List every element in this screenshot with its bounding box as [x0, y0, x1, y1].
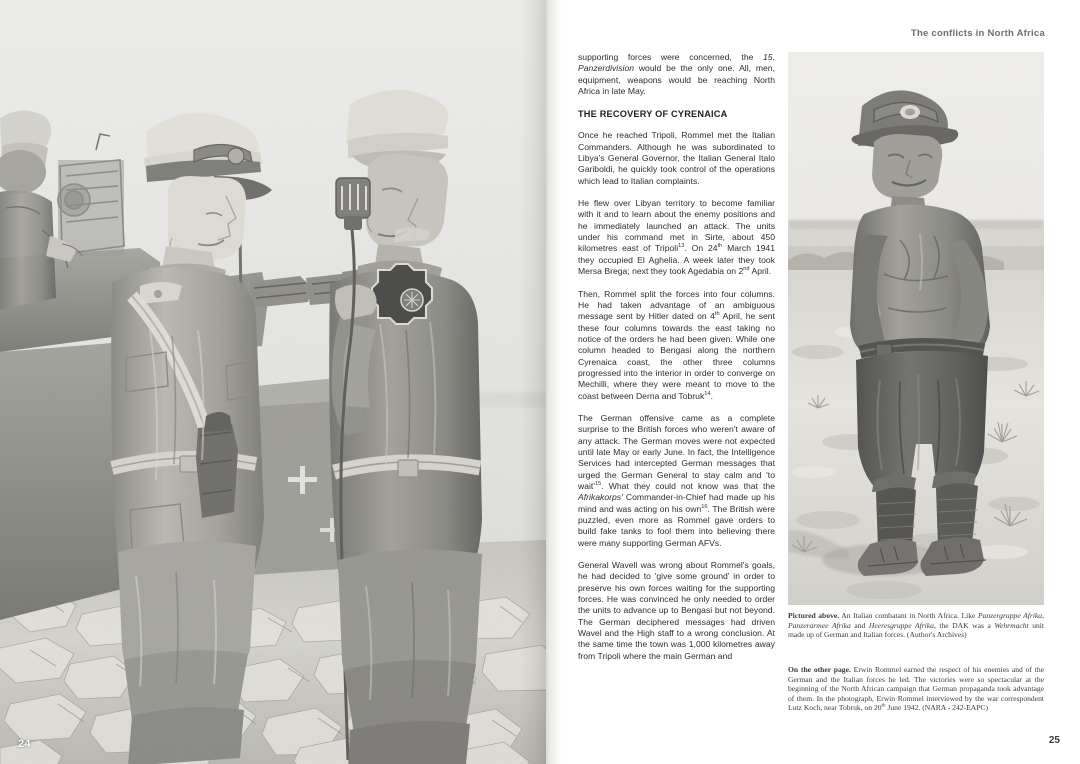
paragraph-tripoli: Once he reached Tripoli, Rommel met the Italian Commanders. Although he was subordinated to Libya's General Governor, the Italian General Italo Gariboldi, he quickly took control of the operations which lead to Italian complaints.: [578, 130, 775, 186]
paragraph-four-columns: Then, Rommel split the forces into four columns. He had taken advantage of an ambiguous message sent by Hitler dated on 4th April, he sent these four columns towards the east taking no notice of the orders he had been given. While one column headed to Bengasi along the northern Cyrenaica coast, the other three columns progressed into the interior in order to converge on Mechilli, where they were meant to move to the coast between Derna and Tobruk$^{14}$.: [578, 288, 775, 401]
caption-pictured-above: Pictured above. An Italian combatant in North Africa. Like Panzergruppe Afrika, Panzerarmee Afrika and Heeresgruppe Afrika, the DAK was a Wehrmacht unit made up of German and Italian forces. (Author's Archives): [788, 611, 1045, 639]
left-page-number: 24: [18, 738, 31, 750]
paragraph-german-offensive: The German offensive came as a complete surprise to the British forces who weren't aware of any attack. The German moves were not expected until late May or early June. In fact, the Intelligence Services had intercepted German messages that urged the German General to stay calm and 'to $wait'^{15}$. What they could not know was that the Afrikakorps' Commander-in-Chief had made up his mind and was acting on his own$^{16}$. The British were puzzled, even more as Rommel gave orders to build fake tanks to fool them into believing there were many supporting German AFVs.: [578, 412, 775, 548]
body-text-column: [578, 52, 775, 662]
right-page-number: 25: [1048, 735, 1060, 746]
running-head: The conflicts in North Africa: [910, 28, 1045, 39]
italian-combatant-photograph: [788, 52, 1044, 605]
caption-on-the-other-page: On the other page. Erwin Rommel earned the respect of his enemies and of the German and the Italian forces he led. The victories were so spectacular at the beginning of the North African campaign that German propaganda took advantage of them. In the photograph, Erwin Rommel interviewed by the war correspondent Lutz Koch, near Tobruk, on 20th June 1942. (NARA - 242-EAPC): [788, 665, 1045, 712]
right-page: [562, 0, 1080, 764]
paragraph-libyan-territory: He flew over Libyan territory to become familiar with it and to learn about the enemy positions and he immediately launched an attack. The units under his command met in Sirte, about 450 kilometres east of Tripoli$^{13}$. On 24th March 1941 they occupied El Aghelia. A week later they took Mersa Brega; next they took Agedabia on 2nd April.: [578, 198, 775, 277]
section-heading: THE RECOVERY OF CYRENAICA: [578, 109, 728, 120]
paragraph-continued: supporting forces were concerned, the 15. Panzerdivision would be the only one. All, men, equipment, weapons would be reaching North Africa in late May.: [578, 52, 775, 97]
spread-gutter: [546, 0, 562, 764]
paragraph-wavell: General Wavell was wrong about Rommel's goals, he had decided to 'give some ground' in order to preserve his own forces waiting for the supporting forces. He was convinced he only needed to order the units to advance up to Bengasi but not beyond. The German deciphered messages had driven Wavel and the High staff to a wrong conclusion. At the same time the town was 1,000 kilometres away from Tripoli where the main German and: [578, 560, 775, 661]
